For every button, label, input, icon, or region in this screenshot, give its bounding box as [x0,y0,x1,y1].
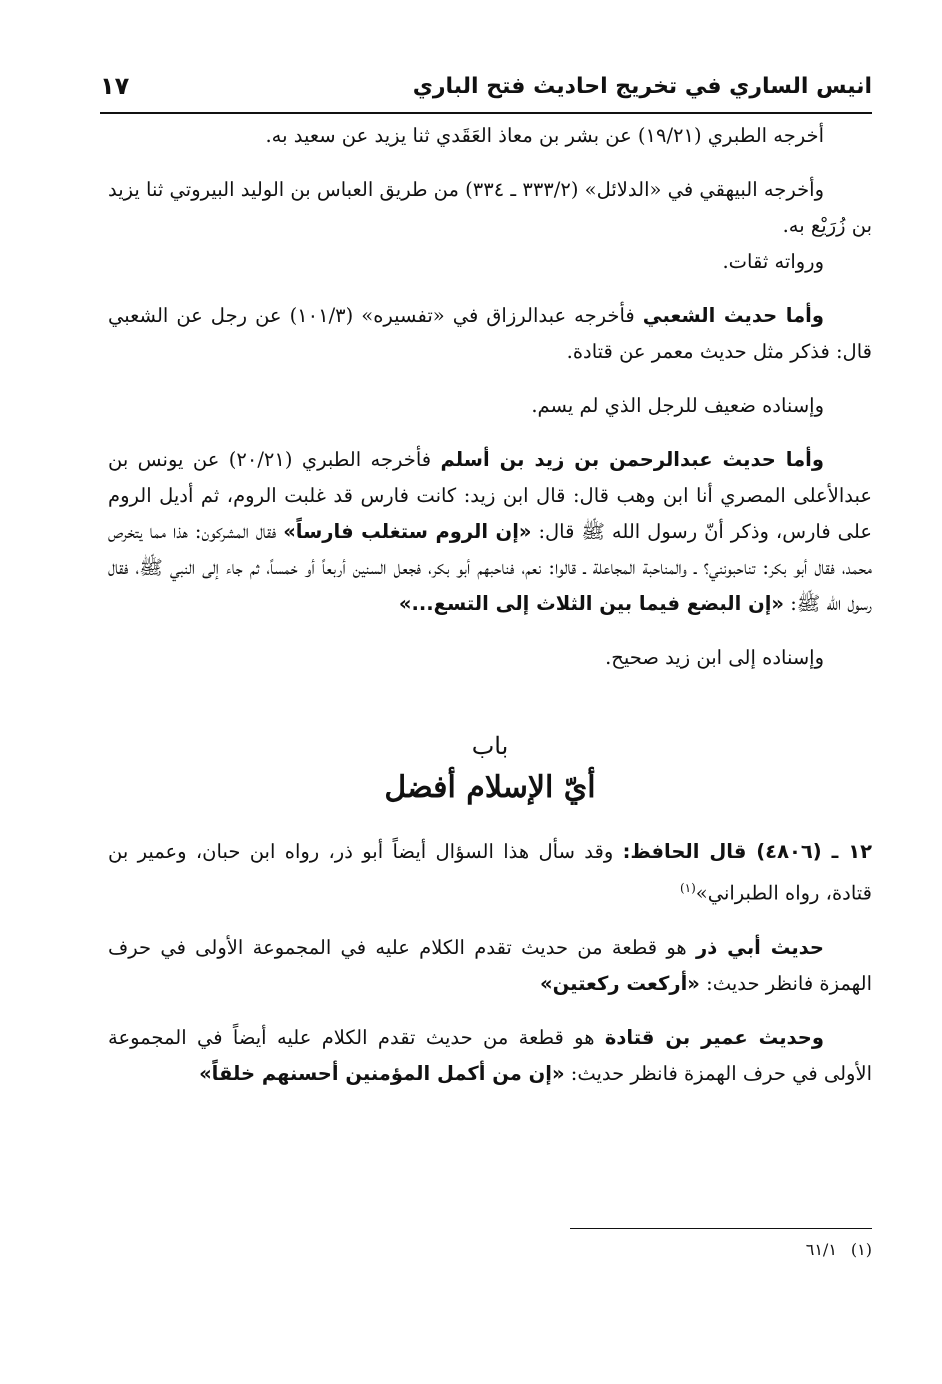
footnote-text: ٦١/١ [805,1240,837,1259]
paragraph-3-text: ورواته ثقات. [722,250,824,273]
paragraph-3 [108,244,872,280]
paragraph-9-heading: حديث أبي ذر [695,935,824,959]
paragraph-6-heading: وأما حديث عبدالرحمن بن زيد بن أسلم [440,448,824,471]
footnote [792,1240,872,1259]
paragraph-8 [108,834,872,912]
paragraph-6-quote-1: «إن الروم ستغلب فارساً» [283,520,532,543]
running-title: انيس الساري في تخريج احاديث فتح الباري [412,74,872,99]
paragraph-10-quote: «إن من أكمل المؤمنين أحسنهم خلقاً» [199,1061,565,1085]
paragraph-2 [108,172,872,244]
paragraph-4 [108,298,872,370]
paragraph-8-text: وقد سأل هذا السؤال أيضاً أبو ذر، رواه ابن حبان، وعمير بن قتادة، رواه الطبراني» [108,840,872,905]
paragraph-7 [108,640,872,676]
page-header [100,62,872,108]
footnote-reference: (١) [679,881,696,895]
paragraph-6 [108,442,872,622]
paragraph-10-text: هو قطعة من حديث تقدم الكلام عليه أيضاً في المجموعة الأولى في حرف الهمزة فانظر حديث: [108,1025,872,1085]
footnote-marker: (١) [850,1240,872,1259]
main-text [108,118,872,1110]
paragraph-7-text: وإسناده إلى ابن زيد صحيح. [605,646,824,669]
chapter-label: باب [471,732,509,760]
paragraph-5 [108,388,872,424]
paragraph-1-text: أخرجه الطبري (١٩/٢١) عن بشر بن معاذ العَقَدي ثنا يزيد عن سعيد به. [265,124,824,147]
chapter-heading [108,728,872,812]
chapter-title: أيّ الإسلام أفضل [384,770,596,805]
page-number: ١٧ [100,72,130,100]
paragraph-8-heading: قال الحافظ: [622,840,757,863]
paragraph-5-text: وإسناده ضعيف للرجل الذي لم يسم. [531,394,824,417]
paragraph-1 [108,118,872,154]
paragraph-6-text-b: فقال المشركون: هذا مما يتخرص محمد، فقال أبو بكر: تناحبونني؟ ـ والمناحبة المجاعلة ـ قالوا: نعم، فناحبهم أبو بكر، فجعل السنين أربعاً أو خمساً، ثم جاء إلى النبي ﷺ، فقال رسول الله ﷺ: [108,520,872,615]
paragraph-2-text: وأخرجه البيهقي في «الدلائل» (٣٣٣/٢ ـ ٣٣٤) من طريق العباس بن الوليد البيروتي ثنا يزيد بن زُرَيْع به. [108,178,872,237]
paragraph-10-heading: وحديث عمير بن قتادة [604,1025,824,1049]
paragraph-10 [108,1020,872,1092]
hadith-number: ١٢ ـ (٤٨٠٦) [756,840,873,863]
paragraph-9-text: هو قطعة من حديث تقدم الكلام عليه في المجموعة الأولى في حرف الهمزة فانظر حديث: [108,935,872,995]
paragraph-6-text-a: فأخرجه الطبري (٢٠/٢١) عن يونس بن عبدالأعلى المصري أنا ابن وهب قال: قال ابن زيد: كانت فارس قد غلبت الروم، ثم أديل الروم على فارس، وذكر أنّ رسول الله ﷺ قال: [108,448,872,543]
paragraph-4-text: فأخرجه عبدالرزاق في «تفسيره» (١٠١/٣) عن رجل عن الشعبي قال: فذكر مثل حديث معمر عن قتادة. [108,304,872,363]
paragraph-4-heading: وأما حديث الشعبي [642,304,824,327]
header-rule [100,112,872,114]
footnote-rule [570,1228,872,1229]
paragraph-9 [108,930,872,1002]
paragraph-6-quote-2: «إن البضع فيما بين الثلاث إلى التسع...» [398,592,785,615]
paragraph-9-quote: «أركعت ركعتين» [539,971,700,995]
